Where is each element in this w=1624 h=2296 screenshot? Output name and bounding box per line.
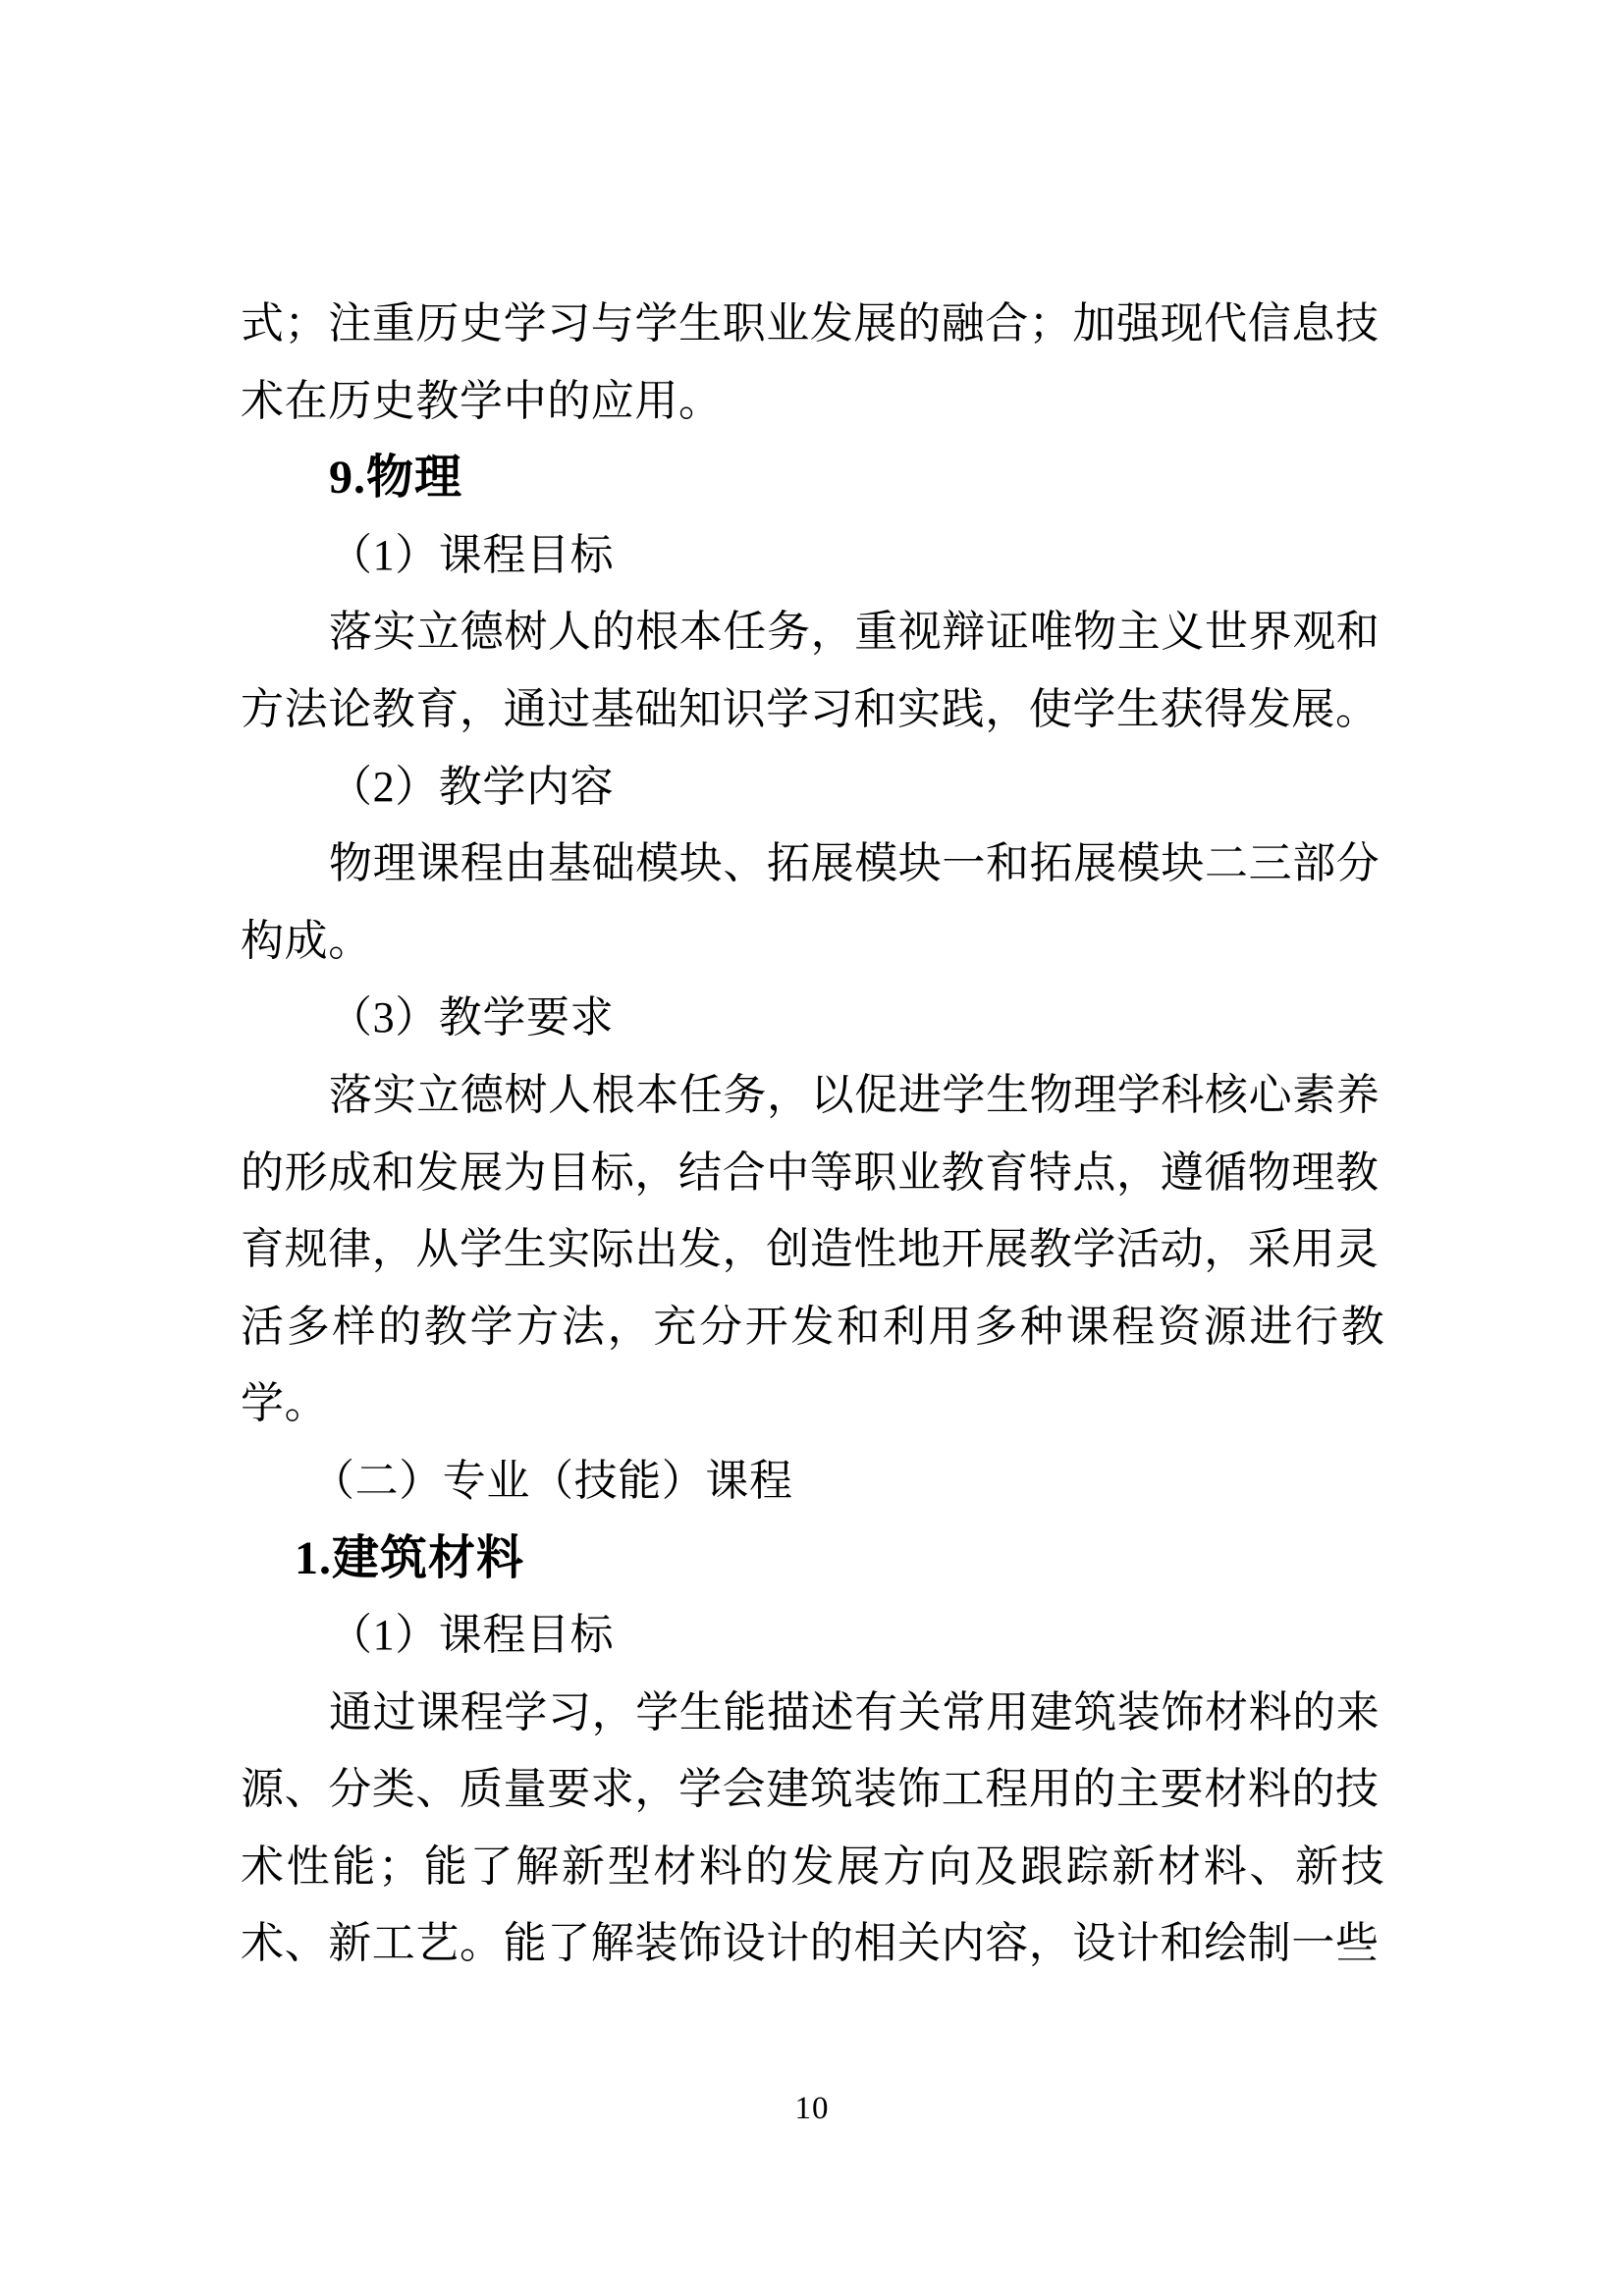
text-line: 的形成和发展为目标，结合中等职业教育特点，遵循物理教: [241, 1148, 1380, 1197]
section-heading-building-materials: 1.建筑材料: [295, 1531, 525, 1584]
page-number: 10: [794, 2091, 830, 2126]
subheading-course-objectives: （1）课程目标: [329, 1611, 615, 1660]
text-line: 源、分类、质量要求，学会建筑装饰工程用的主要材料的技: [241, 1765, 1380, 1814]
subheading-teaching-content: （2）教学内容: [329, 762, 615, 811]
text-line: 式；注重历史学习与学生职业发展的融合；加强现代信息技: [241, 299, 1380, 347]
text-line: 方法论教育，通过基础知识学习和实践，使学生获得发展。: [241, 684, 1380, 733]
text-line: 落实立德树人根本任务，以促进学生物理学科核心素养: [329, 1070, 1380, 1119]
text-line: 落实立德树人的根本任务，重视辩证唯物主义世界观和: [329, 608, 1380, 657]
text-line: 活多样的教学方法，充分开发和利用多种课程资源进行教: [241, 1302, 1387, 1351]
text-line: 术性能；能了解新型材料的发展方向及跟踪新材料、新技: [241, 1842, 1387, 1891]
subheading-course-objectives: （1）课程目标: [329, 530, 615, 579]
text-block: [241, 286, 1387, 1983]
text-line: 学。: [241, 1379, 329, 1428]
text-line: 育规律，从学生实际出发，创造性地开展教学活动，采用灵: [241, 1225, 1380, 1274]
text-line: 通过课程学习，学生能描述有关常用建筑装饰材料的来: [329, 1687, 1380, 1736]
subsection-heading-professional-skill-courses: （二）专业（技能）课程: [311, 1456, 793, 1505]
text-line: 术、新工艺。能了解装饰设计的相关内容，设计和绘制一些: [241, 1919, 1380, 1968]
text-line: 构成。: [241, 916, 372, 965]
subheading-teaching-requirements: （3）教学要求: [329, 993, 615, 1042]
section-heading-physics: 9.物理: [329, 452, 463, 505]
text-line: 物理课程由基础模块、拓展模块一和拓展模块二三部分: [329, 839, 1380, 888]
text-line: 术在历史教学中的应用。: [241, 376, 723, 425]
